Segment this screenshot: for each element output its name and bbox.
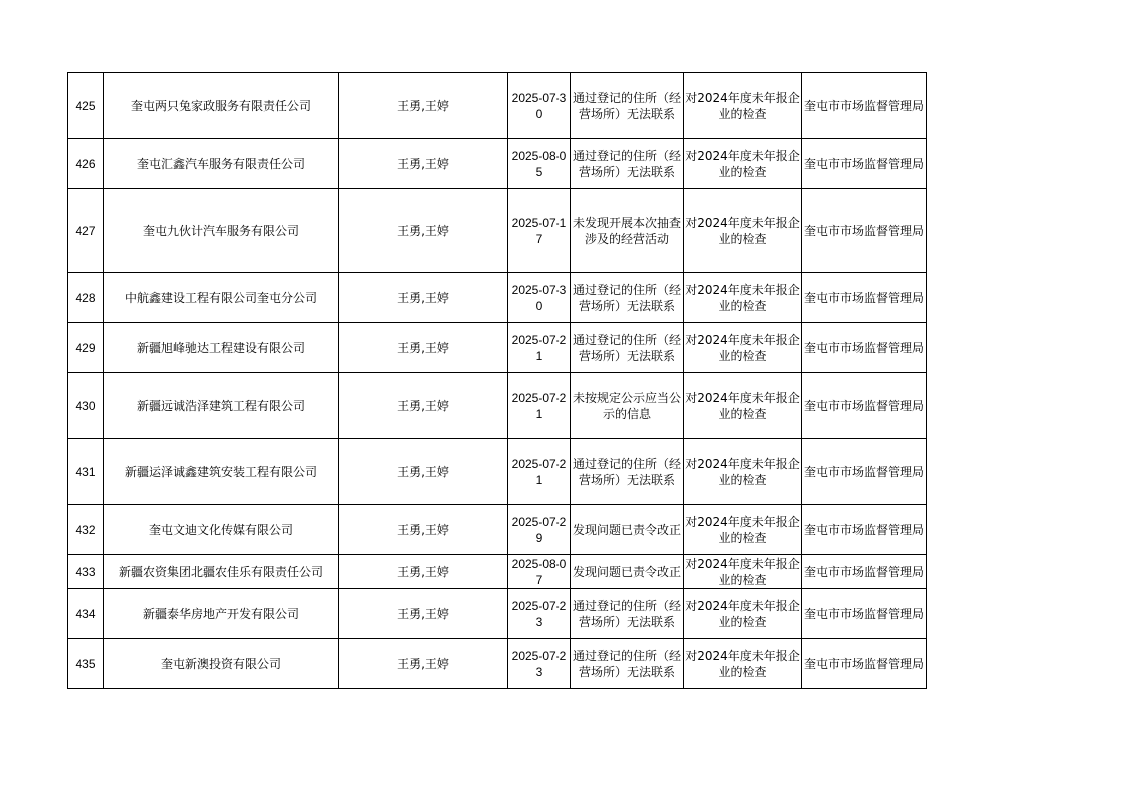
table-row — [68, 273, 927, 323]
inspecting-authority: 奎屯市市场监督管理局 — [802, 639, 927, 689]
inspection-result: 通过登记的住所（经营场所）无法联系 — [571, 73, 684, 139]
inspection-result: 未按规定公示应当公示的信息 — [571, 373, 684, 439]
row-number: 430 — [68, 373, 104, 439]
inspection-task: 对2024年度未年报企业的检查 — [684, 73, 802, 139]
inspecting-authority: 奎屯市市场监督管理局 — [802, 139, 927, 189]
inspectors: 王勇,王婷 — [339, 555, 508, 589]
inspection-task: 对2024年度未年报企业的检查 — [684, 323, 802, 373]
inspection-date: 2025-08-05 — [508, 139, 571, 189]
inspection-task: 对2024年度未年报企业的检查 — [684, 273, 802, 323]
table-row — [68, 505, 927, 555]
inspection-result: 通过登记的住所（经营场所）无法联系 — [571, 323, 684, 373]
inspection-result: 通过登记的住所（经营场所）无法联系 — [571, 439, 684, 505]
inspectors: 王勇,王婷 — [339, 273, 508, 323]
inspection-result: 通过登记的住所（经营场所）无法联系 — [571, 139, 684, 189]
company-name: 新疆旭峰驰达工程建设有限公司 — [104, 323, 339, 373]
table-row — [68, 639, 927, 689]
inspectors: 王勇,王婷 — [339, 505, 508, 555]
inspection-result: 通过登记的住所（经营场所）无法联系 — [571, 589, 684, 639]
inspection-task: 对2024年度未年报企业的检查 — [684, 639, 802, 689]
inspectors: 王勇,王婷 — [339, 189, 508, 273]
table-row — [68, 73, 927, 139]
inspecting-authority: 奎屯市市场监督管理局 — [802, 373, 927, 439]
inspecting-authority: 奎屯市市场监督管理局 — [802, 73, 927, 139]
inspectors: 王勇,王婷 — [339, 323, 508, 373]
inspecting-authority: 奎屯市市场监督管理局 — [802, 439, 927, 505]
inspecting-authority: 奎屯市市场监督管理局 — [802, 273, 927, 323]
inspection-result: 发现问题已责令改正 — [571, 555, 684, 589]
row-number: 426 — [68, 139, 104, 189]
inspection-date: 2025-07-21 — [508, 323, 571, 373]
inspectors: 王勇,王婷 — [339, 373, 508, 439]
company-name: 奎屯九伙计汽车服务有限公司 — [104, 189, 339, 273]
row-number: 431 — [68, 439, 104, 505]
inspectors: 王勇,王婷 — [339, 589, 508, 639]
table-row — [68, 189, 927, 273]
inspection-result: 发现问题已责令改正 — [571, 505, 684, 555]
inspection-date: 2025-07-17 — [508, 189, 571, 273]
inspection-date: 2025-07-21 — [508, 439, 571, 505]
inspection-date: 2025-07-23 — [508, 639, 571, 689]
row-number: 435 — [68, 639, 104, 689]
inspecting-authority: 奎屯市市场监督管理局 — [802, 189, 927, 273]
inspectors: 王勇,王婷 — [339, 73, 508, 139]
inspection-task: 对2024年度未年报企业的检查 — [685, 556, 800, 587]
company-name: 中航鑫建设工程有限公司奎屯分公司 — [104, 273, 339, 323]
table-row — [68, 555, 927, 589]
inspection-date: 2025-07-29 — [508, 505, 571, 555]
inspection-result: 未发现开展本次抽查涉及的经营活动 — [571, 189, 684, 273]
company-name: 新疆农资集团北疆农佳乐有限责任公司 — [104, 555, 339, 589]
company-name: 奎屯文迪文化传媒有限公司 — [104, 505, 339, 555]
inspection-date: 2025-07-30 — [508, 73, 571, 139]
company-name: 新疆泰华房地产开发有限公司 — [104, 589, 339, 639]
inspection-task: 对2024年度未年报企业的检查 — [684, 139, 802, 189]
inspecting-authority: 奎屯市市场监督管理局 — [802, 505, 927, 555]
table-body — [68, 73, 927, 689]
company-name: 奎屯新澳投资有限公司 — [104, 639, 339, 689]
row-number: 425 — [68, 73, 104, 139]
inspection-task: 对2024年度未年报企业的检查 — [684, 505, 802, 555]
row-number: 429 — [68, 323, 104, 373]
company-name: 新疆远诚浩泽建筑工程有限公司 — [104, 373, 339, 439]
company-name: 新疆运泽诚鑫建筑安装工程有限公司 — [104, 439, 339, 505]
inspection-task: 对2024年度未年报企业的检查 — [684, 373, 802, 439]
company-name: 奎屯两只兔家政服务有限责任公司 — [104, 73, 339, 139]
row-number: 428 — [68, 273, 104, 323]
row-number: 432 — [68, 505, 104, 555]
inspection-result: 通过登记的住所（经营场所）无法联系 — [571, 273, 684, 323]
inspection-date: 2025-08-07 — [508, 555, 571, 589]
inspection-result: 通过登记的住所（经营场所）无法联系 — [571, 639, 684, 689]
table-row — [68, 323, 927, 373]
inspectors: 王勇,王婷 — [339, 639, 508, 689]
inspecting-authority: 奎屯市市场监督管理局 — [802, 589, 927, 639]
row-number: 427 — [68, 189, 104, 273]
table-row — [68, 139, 927, 189]
inspection-task: 对2024年度未年报企业的检查 — [684, 189, 802, 273]
inspecting-authority: 奎屯市市场监督管理局 — [802, 323, 927, 373]
table-row — [68, 439, 927, 505]
inspectors: 王勇,王婷 — [339, 439, 508, 505]
table-row — [68, 373, 927, 439]
row-number: 433 — [68, 555, 104, 589]
inspection-date: 2025-07-21 — [508, 373, 571, 439]
inspectors: 王勇,王婷 — [339, 139, 508, 189]
inspection-results-table — [67, 72, 927, 689]
row-number: 434 — [68, 589, 104, 639]
inspection-task: 对2024年度未年报企业的检查 — [684, 589, 802, 639]
inspection-date: 2025-07-23 — [508, 589, 571, 639]
inspection-task: 对2024年度未年报企业的检查 — [684, 439, 802, 505]
table-row — [68, 589, 927, 639]
inspecting-authority: 奎屯市市场监督管理局 — [802, 555, 927, 589]
company-name: 奎屯汇鑫汽车服务有限责任公司 — [104, 139, 339, 189]
inspection-date: 2025-07-30 — [508, 273, 571, 323]
